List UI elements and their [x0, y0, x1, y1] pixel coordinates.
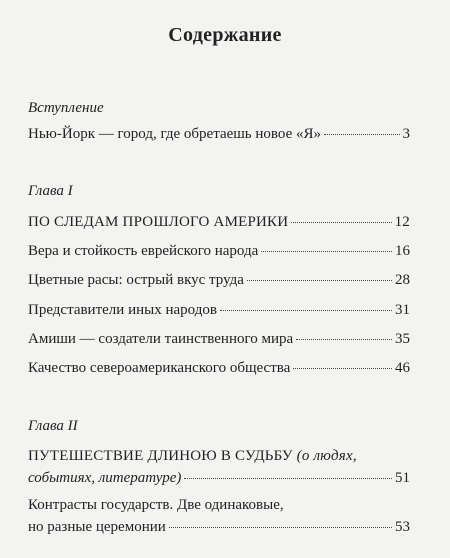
- toc-entry-subtitle: событиях, литературе): [28, 470, 182, 486]
- toc-entry[interactable]: [28, 445, 410, 489]
- toc-entry[interactable]: [28, 214, 410, 231]
- dot-leader: [324, 134, 399, 135]
- toc-entry-title: ПО СЛЕДАМ ПРОШЛОГО АМЕРИКИ: [28, 214, 289, 230]
- toc-entry-page: 53: [395, 519, 410, 535]
- toc-entry-title-line-2: [28, 516, 410, 538]
- dot-leader: [291, 222, 391, 223]
- toc-entry-title: Представители иных народов: [28, 302, 217, 318]
- toc-entry[interactable]: [28, 272, 410, 289]
- dot-leader: [293, 368, 392, 369]
- dot-leader: [296, 339, 392, 340]
- toc-entry-title: Вера и стойкость еврейского народа: [28, 243, 259, 259]
- toc-entry-page: 12: [394, 214, 410, 230]
- dot-leader: [169, 527, 392, 528]
- toc-entry[interactable]: [28, 360, 410, 377]
- dot-leader: [184, 478, 392, 479]
- toc-entry-subtitle: (о людях,: [296, 448, 357, 464]
- dot-leader: [261, 251, 392, 252]
- section-label-intro: Вступление: [28, 100, 104, 116]
- section-label-chapter-2: Глава II: [28, 418, 78, 434]
- toc-entry[interactable]: [28, 494, 410, 538]
- toc-entry[interactable]: [28, 243, 410, 260]
- toc-entry-title: Качество североамериканского общества: [28, 360, 291, 376]
- toc-entry-title-line-1: Контрасты государств. Две одинаковые,: [28, 497, 284, 513]
- toc-entry-title-line-1: [28, 445, 410, 467]
- toc-entry-title: Нью-Йорк — город, где обретаешь новое «Я»: [28, 126, 322, 142]
- toc-entry-title: Цветные расы: острый вкус труда: [28, 272, 244, 288]
- toc-entry[interactable]: [28, 126, 410, 143]
- toc-entry-title-line-2: [28, 467, 410, 489]
- section-label-chapter-1: Глава I: [28, 183, 73, 199]
- toc-entry-page: 3: [402, 126, 410, 142]
- toc-entry-page: 35: [395, 331, 410, 347]
- toc-entry-page: 51: [395, 470, 410, 486]
- toc-entry-title: Амиши — создатели таинственного мира: [28, 331, 294, 347]
- toc-entry-page: 46: [395, 360, 410, 376]
- toc-entry[interactable]: [28, 331, 410, 348]
- toc-entry-title: ПУТЕШЕСТВИЕ ДЛИНОЮ В СУДЬБУ: [28, 448, 293, 464]
- toc-entry[interactable]: [28, 302, 410, 319]
- toc-entry-page: 16: [395, 243, 410, 259]
- dot-leader: [247, 280, 392, 281]
- toc-entry-page: 31: [395, 302, 410, 318]
- dot-leader: [220, 310, 392, 311]
- toc-entry-page: 28: [395, 272, 410, 288]
- toc-entry-title: но разные церемонии: [28, 519, 166, 535]
- page-title: Содержание: [168, 24, 282, 46]
